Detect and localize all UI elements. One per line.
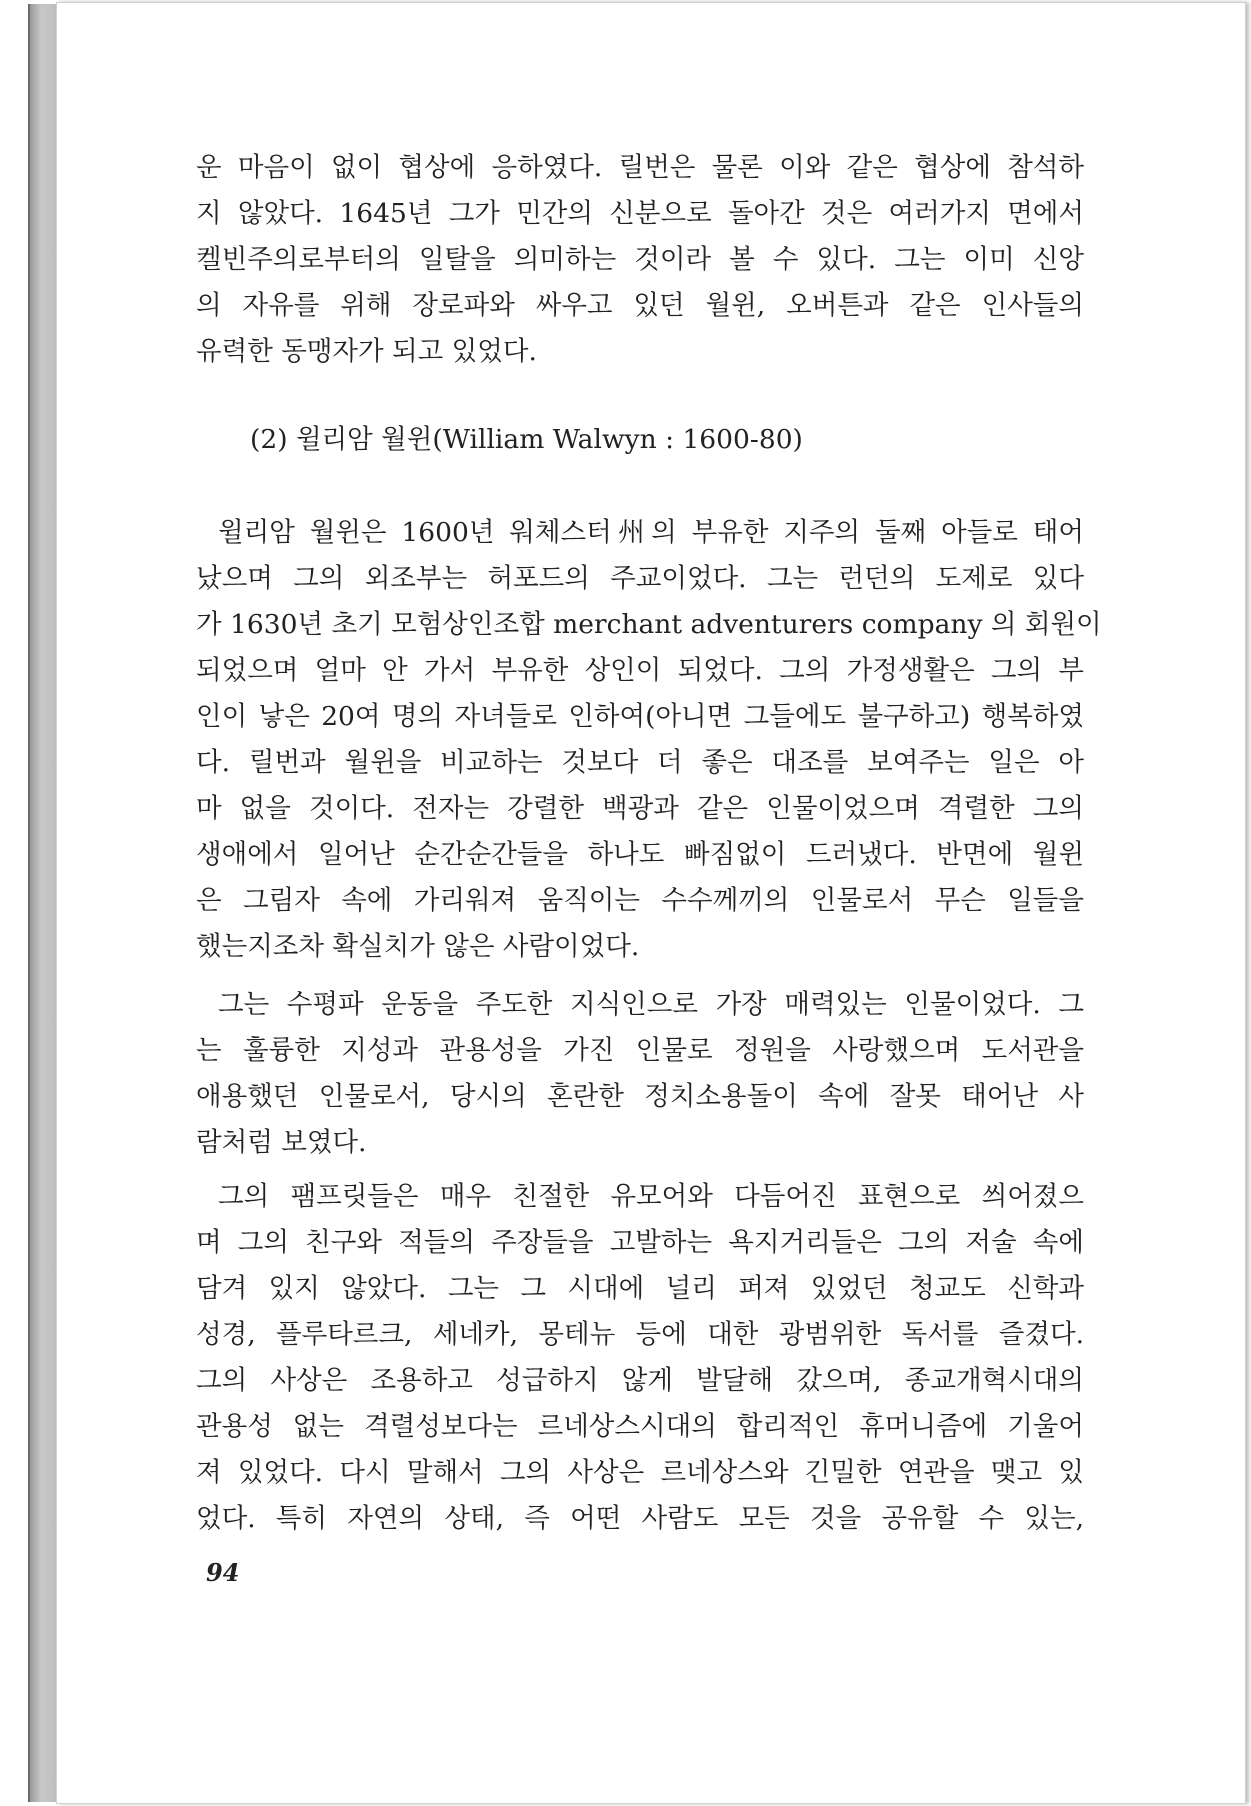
text-line: 성경, 플루타르크, 세네카, 몽테뉴 등에 대한 광범위한 독서를 즐겼다. [196,1319,1084,1350]
paragraph-walwyn-pamphlets [196,1174,1084,1542]
text-line: 윌리암 월윈은 1600년 워체스터州의 부유한 지주의 둘째 아들로 태어 [218,517,1084,548]
text-line: 되었으며 얼마 안 가서 부유한 상인이 되었다. 그의 가정생활은 그의 부 [196,655,1084,686]
page-number: 94 [206,1558,240,1587]
text-line: 생애에서 일어난 순간순간들을 하나도 빠짐없이 드러냈다. 반면에 월윈 [196,839,1084,870]
text-line: 은 그림자 속에 가리워져 움직이는 수수께끼의 인물로서 무슨 일들을 [196,885,1084,916]
text-line: 켈빈주의로부터의 일탈을 의미하는 것이라 볼 수 있다. 그는 이미 신앙 [196,244,1084,275]
text-line: 마 없을 것이다. 전자는 강렬한 백광과 같은 인물이었으며 격렬한 그의 [196,793,1084,824]
text-line: 했는지조차 확실치가 않은 사람이었다. [196,931,640,962]
text-line: 운 마음이 없이 협상에 응하였다. 릴번은 물론 이와 같은 협상에 참석하 [196,152,1084,183]
paragraph-walwyn-character [196,982,1084,1166]
section-heading: (2) 윌리암 월윈(William Walwyn : 1600-80) [250,424,803,455]
page-stack-edge [28,4,58,1802]
text-line: 지 않았다. 1645년 그가 민간의 신분으로 돌아간 것은 여러가지 면에서 [196,198,1084,229]
text-line: 그는 수평파 운동을 주도한 지식인으로 가장 매력있는 인물이었다. 그 [218,989,1084,1020]
text-line: 었다. 특히 자연의 상태, 즉 어떤 사람도 모든 것을 공유할 수 있는, [196,1503,1084,1534]
text-line: 져 있었다. 다시 말해서 그의 사상은 르네상스와 긴밀한 연관을 맺고 있 [196,1457,1084,1488]
text-line: 의 자유를 위해 장로파와 싸우고 있던 월윈, 오버튼과 같은 인사들의 [196,290,1084,321]
text-line: 다. 릴번과 월윈을 비교하는 것보다 더 좋은 대조를 보여주는 일은 아 [196,747,1084,778]
paragraph-walwyn-biography [196,510,1102,970]
text-line: 는 훌륭한 지성과 관용성을 가진 인물로 정원을 사랑했으며 도서관을 [196,1035,1084,1066]
text-line: 그의 사상은 조용하고 성급하지 않게 발달해 갔으며, 종교개혁시대의 [196,1365,1084,1396]
text-line: 람처럼 보였다. [196,1127,367,1158]
text-line: 인이 낳은 20여 명의 자녀들로 인하여(아니면 그들에도 불구하고) 행복하였 [196,701,1084,732]
text-line: 담겨 있지 않았다. 그는 그 시대에 널리 퍼져 있었던 청교도 신학과 [196,1273,1084,1304]
text-line: 애용했던 인물로서, 당시의 혼란한 정치소용돌이 속에 잘못 태어난 사 [196,1081,1084,1112]
text-line: 가 1630년 초기 모험상인조합 merchant adventurers company 의 회원이 [196,609,1102,640]
text-line: 관용성 없는 격렬성보다는 르네상스시대의 합리적인 휴머니즘에 기울어 [196,1411,1084,1442]
text-line: 났으며 그의 외조부는 허포드의 주교이었다. 그는 런던의 도제로 있다 [196,563,1084,594]
text-line: 며 그의 친구와 적들의 주장들을 고발하는 욕지거리들은 그의 저술 속에 [196,1227,1084,1258]
intro-paragraph [196,145,1084,375]
text-line: 유력한 동맹자가 되고 있었다. [196,336,537,367]
text-line: 그의 팸프릿들은 매우 친절한 유모어와 다듬어진 표현으로 씌어졌으 [218,1181,1084,1212]
